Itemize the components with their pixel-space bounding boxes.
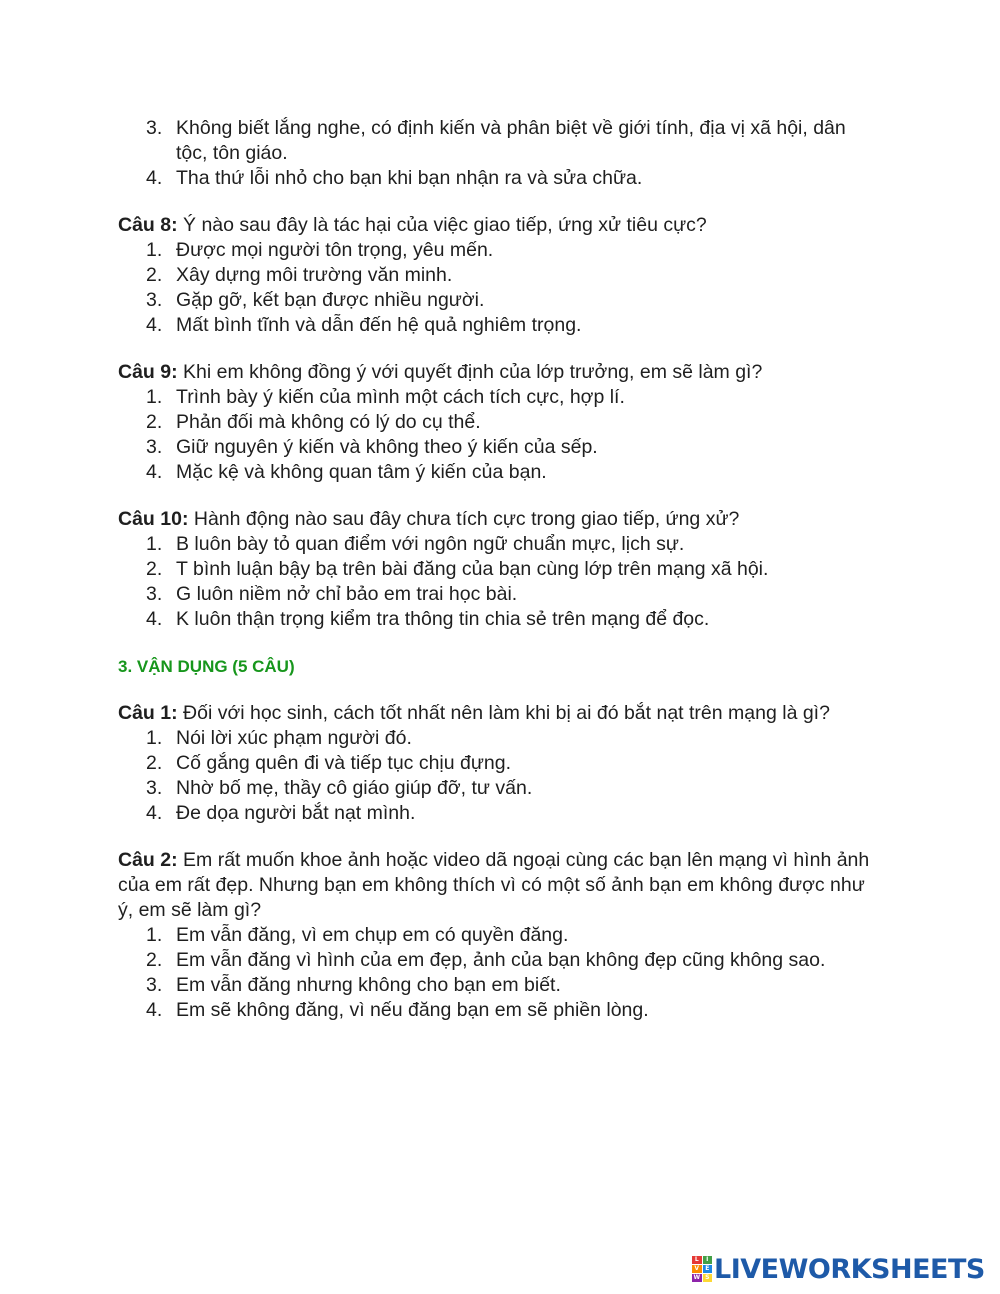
option-number: 1. [146, 727, 163, 749]
option-text: Mất bình tĩnh và dẫn đến hệ quả nghiêm trọng. [176, 314, 582, 336]
option-text: Giữ nguyên ý kiến và không theo ý kiến của sếp. [176, 436, 598, 458]
option-text: Em vẫn đăng, vì em chụp em có quyền đăng. [176, 924, 569, 946]
question-body: Hành động nào sau đây chưa tích cực trong giao tiếp, ứng xử? [188, 508, 740, 530]
list-item [118, 532, 878, 557]
list-item [118, 385, 878, 410]
section-heading: 3. VẬN DỤNG (5 CÂU) [118, 657, 295, 676]
liveworksheets-logo-text: LIVEWORKSHEETS [714, 1253, 985, 1285]
option-number: 4. [146, 802, 163, 824]
question-text [118, 360, 878, 385]
logo-tile: S [703, 1274, 713, 1282]
option-number: 3. [146, 777, 163, 799]
question-body: Ý nào sau đây là tác hại của việc giao tiếp, ứng xử tiêu cực? [177, 214, 707, 236]
option-number: 3. [146, 117, 163, 139]
list-item [118, 435, 878, 460]
list-item [118, 751, 878, 776]
option-number: 3. [146, 974, 163, 996]
list-item [118, 923, 878, 948]
option-text: Phản đối mà không có lý do cụ thể. [176, 411, 481, 433]
option-text: Mặc kệ và không quan tâm ý kiến của bạn. [176, 461, 547, 483]
option-list [118, 385, 878, 485]
option-text: T bình luận bậy bạ trên bài đăng của bạn cùng lớp trên mạng xã hội. [176, 558, 769, 580]
intro-option-list [118, 116, 878, 191]
option-text: Gặp gỡ, kết bạn được nhiều người. [176, 289, 485, 311]
question-text [118, 213, 878, 238]
list-item [118, 116, 878, 166]
question-body: Khi em không đồng ý với quyết định của lớp trưởng, em sẽ làm gì? [177, 361, 763, 383]
option-text: Em vẫn đăng nhưng không cho bạn em biết. [176, 974, 561, 996]
option-number: 2. [146, 264, 163, 286]
logo-tile: I [703, 1256, 713, 1264]
list-item [118, 166, 878, 191]
list-item [118, 801, 878, 826]
option-number: 2. [146, 411, 163, 433]
logo-tile: V [692, 1265, 702, 1273]
option-number: 2. [146, 949, 163, 971]
list-item [118, 776, 878, 801]
question-body: Đối với học sinh, cách tốt nhất nên làm khi bị ai đó bắt nạt trên mạng là gì? [177, 702, 830, 724]
option-number: 3. [146, 289, 163, 311]
option-number: 4. [146, 461, 163, 483]
option-text: Nhờ bố mẹ, thầy cô giáo giúp đỡ, tư vấn. [176, 777, 533, 799]
option-number: 3. [146, 436, 163, 458]
option-text: Tha thứ lỗi nhỏ cho bạn khi bạn nhận ra và sửa chữa. [176, 167, 643, 189]
list-item [118, 948, 878, 973]
logo-tile: E [703, 1265, 713, 1273]
question-body: Em rất muốn khoe ảnh hoặc video dã ngoại cùng các bạn lên mạng vì hình ảnh của em rất đẹp. Nhưng bạn em không thích vì có một số ảnh bạn em không được như ý, em sẽ làm gì? [118, 849, 870, 921]
option-number: 4. [146, 314, 163, 336]
list-item [118, 607, 878, 632]
list-item [118, 410, 878, 435]
option-text: Được mọi người tôn trọng, yêu mến. [176, 239, 494, 261]
list-item [118, 726, 878, 751]
question-text [118, 848, 878, 923]
list-item [118, 238, 878, 263]
question-10 [118, 507, 878, 632]
question-label: Câu 10: [118, 508, 189, 530]
option-text: K luôn thận trọng kiểm tra thông tin chia sẻ trên mạng để đọc. [176, 608, 710, 630]
option-number: 3. [146, 583, 163, 605]
section-3 [118, 654, 878, 679]
logo-tile: L [692, 1256, 702, 1264]
option-text: Nói lời xúc phạm người đó. [176, 727, 412, 749]
option-text: Đe dọa người bắt nạt mình. [176, 802, 416, 824]
vd-question-2 [118, 848, 878, 1023]
option-text: G luôn niềm nở chỉ bảo em trai học bài. [176, 583, 518, 605]
option-number: 4. [146, 167, 163, 189]
liveworksheets-logo [692, 1253, 985, 1285]
option-text: Cố gắng quên đi và tiếp tục chịu đựng. [176, 752, 512, 774]
option-number: 1. [146, 924, 163, 946]
option-list [118, 532, 878, 632]
option-text: B luôn bày tỏ quan điểm với ngôn ngữ chuẩn mực, lịch sự. [176, 533, 685, 555]
option-number: 2. [146, 752, 163, 774]
question-label: Câu 2: [118, 849, 178, 871]
list-item [118, 313, 878, 338]
option-list [118, 726, 878, 826]
question-text [118, 701, 878, 726]
list-item [118, 973, 878, 998]
question-8 [118, 213, 878, 338]
option-list [118, 923, 878, 1023]
option-text: Xây dựng môi trường văn minh. [176, 264, 453, 286]
list-item [118, 557, 878, 582]
option-text: Không biết lắng nghe, có định kiến và phân biệt về giới tính, địa vị xã hội, dân tộc, tôn giáo. [176, 117, 846, 164]
option-number: 1. [146, 386, 163, 408]
question-label: Câu 1: [118, 702, 178, 724]
logo-tile: W [693, 1274, 701, 1281]
vd-question-1 [118, 701, 878, 826]
liveworksheets-logo-icon [692, 1256, 712, 1282]
option-number: 4. [146, 608, 163, 630]
list-item [118, 263, 878, 288]
option-text: Em vẫn đăng vì hình của em đẹp, ảnh của bạn không đẹp cũng không sao. [176, 949, 826, 971]
option-number: 1. [146, 239, 163, 261]
worksheet-content [118, 116, 878, 1023]
question-9 [118, 360, 878, 485]
option-text: Trình bày ý kiến của mình một cách tích cực, hợp lí. [176, 386, 625, 408]
option-text: Em sẽ không đăng, vì nếu đăng bạn em sẽ phiền lòng. [176, 999, 649, 1021]
option-number: 1. [146, 533, 163, 555]
list-item [118, 460, 878, 485]
list-item [118, 998, 878, 1023]
list-item [118, 288, 878, 313]
option-list [118, 238, 878, 338]
list-item [118, 582, 878, 607]
question-text [118, 507, 878, 532]
option-number: 2. [146, 558, 163, 580]
option-number: 4. [146, 999, 163, 1021]
question-label: Câu 8: [118, 214, 178, 236]
question-label: Câu 9: [118, 361, 178, 383]
